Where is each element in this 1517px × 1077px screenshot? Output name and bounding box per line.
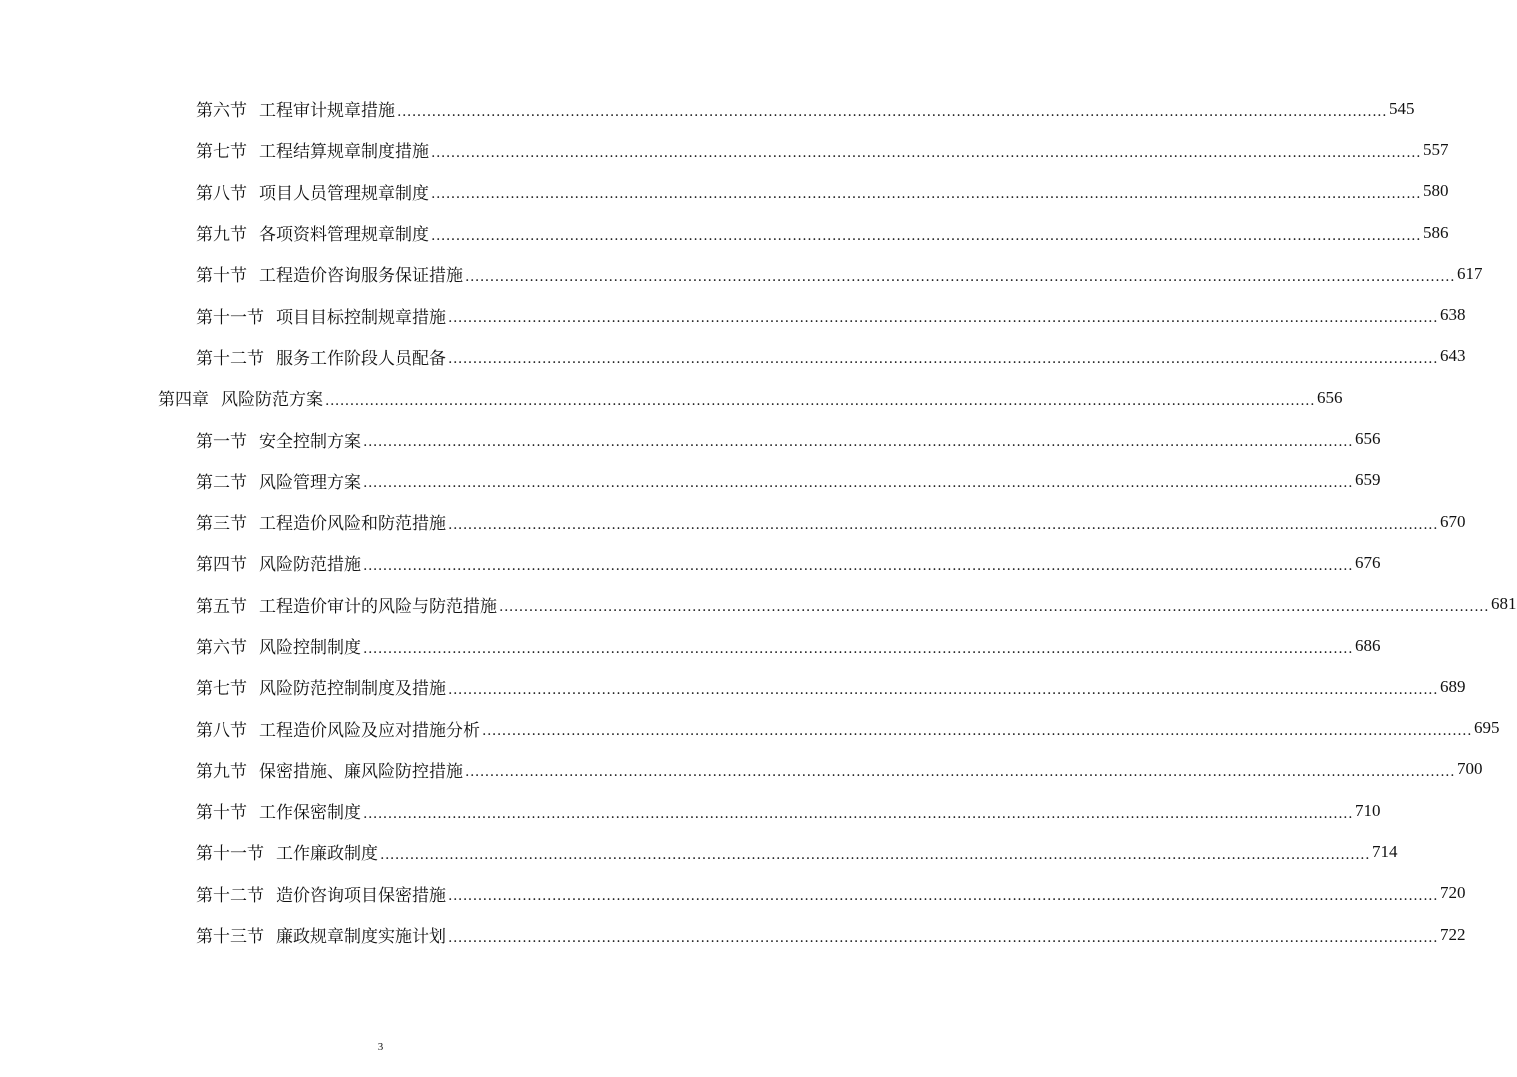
toc-dot-leader: ........................................................................................................................................................................................................ — [465, 764, 1456, 781]
table-of-contents — [0, 88, 1517, 955]
toc-section-entry[interactable] — [196, 418, 1381, 459]
toc-entry-number: 第十二节 — [196, 885, 264, 906]
toc-entry-number: 第十三节 — [196, 927, 264, 948]
toc-dot-leader: ........................................................................................................................................................................................................ — [431, 144, 1422, 161]
toc-entry-page: 722 — [1440, 924, 1466, 944]
toc-entry-title: 工作廉政制度 — [276, 844, 378, 865]
toc-entry-title: 工程审计规章措施 — [259, 101, 395, 122]
toc-entry-number: 第四节 — [196, 555, 247, 576]
toc-entry-title: 各项资料管理规章制度 — [259, 225, 429, 246]
toc-dot-leader: ........................................................................................................................................................................................................ — [363, 557, 1354, 574]
toc-entry-page: 714 — [1372, 841, 1398, 861]
toc-section-entry[interactable] — [196, 171, 1449, 212]
toc-entry-page: 686 — [1355, 635, 1381, 655]
toc-entry-number: 第二节 — [196, 472, 247, 493]
toc-entry-title: 工程结算规章制度措施 — [259, 142, 429, 163]
toc-dot-leader: ........................................................................................................................................................................................................ — [448, 516, 1439, 533]
toc-entry-number: 第十一节 — [196, 307, 264, 328]
toc-entry-page: 689 — [1440, 676, 1466, 696]
toc-section-entry[interactable] — [196, 212, 1449, 253]
toc-entry-title: 工程造价风险和防范措施 — [259, 514, 446, 535]
toc-entry-title: 风险防范控制制度及措施 — [259, 679, 446, 700]
toc-entry-number: 第七节 — [196, 142, 247, 163]
toc-entry-page: 638 — [1440, 305, 1466, 325]
toc-entry-title: 保密措施、廉风险防控措施 — [259, 761, 463, 782]
toc-section-entry[interactable] — [196, 749, 1483, 790]
toc-section-entry[interactable] — [196, 542, 1381, 583]
toc-section-entry[interactable] — [196, 253, 1483, 294]
toc-dot-leader: ........................................................................................................................................................................................................ — [431, 186, 1422, 203]
toc-entry-page: 586 — [1423, 222, 1449, 242]
toc-entry-number: 第三节 — [196, 514, 247, 535]
toc-section-entry[interactable] — [196, 873, 1466, 914]
toc-entry-number: 第七节 — [196, 679, 247, 700]
toc-section-entry[interactable] — [196, 88, 1415, 129]
toc-entry-number: 第六节 — [196, 638, 247, 658]
toc-section-entry[interactable] — [196, 625, 1381, 666]
toc-entry-number: 第八节 — [196, 720, 247, 741]
toc-dot-leader: ........................................................................................................................................................................................................ — [380, 846, 1371, 863]
toc-dot-leader: ........................................................................................................................................................................................................ — [499, 599, 1490, 616]
toc-entry-number: 第一节 — [196, 431, 247, 452]
toc-entry-title: 廉政规章制度实施计划 — [276, 927, 446, 948]
toc-entry-title: 服务工作阶段人员配备 — [276, 348, 446, 369]
toc-dot-leader: ........................................................................................................................................................................................................ — [363, 805, 1354, 822]
toc-entry-title: 工作保密制度 — [259, 803, 361, 824]
toc-dot-leader: ........................................................................................................................................................................................................ — [482, 723, 1473, 740]
toc-entry-number: 第八节 — [196, 183, 247, 204]
toc-entry-page: 557 — [1423, 139, 1449, 159]
toc-dot-leader: ........................................................................................................................................................................................................ — [448, 351, 1439, 368]
toc-section-entry[interactable] — [196, 460, 1381, 501]
toc-entry-page: 710 — [1355, 800, 1381, 820]
toc-entry-page: 670 — [1440, 511, 1466, 531]
toc-dot-leader: ........................................................................................................................................................................................................ — [448, 681, 1439, 698]
toc-entry-number: 第九节 — [196, 761, 247, 782]
toc-entry-number: 第十节 — [196, 803, 247, 824]
toc-entry-title: 项目人员管理规章制度 — [259, 183, 429, 204]
toc-entry-title: 安全控制方案 — [259, 431, 361, 452]
toc-dot-leader: ........................................................................................................................................................................................................ — [465, 268, 1456, 285]
toc-entry-number: 第十二节 — [196, 348, 264, 369]
toc-entry-title: 项目目标控制规章措施 — [276, 307, 446, 328]
toc-entry-title: 工程造价风险及应对措施分析 — [259, 720, 480, 741]
toc-section-entry[interactable] — [196, 914, 1466, 955]
toc-dot-leader: ........................................................................................................................................................................................................ — [325, 392, 1316, 409]
toc-section-entry[interactable] — [196, 129, 1449, 170]
toc-entry-title: 风险管理方案 — [259, 472, 361, 493]
toc-entry-number: 第六节 — [196, 101, 247, 122]
toc-entry-number: 第十一节 — [196, 844, 264, 865]
toc-entry-page: 659 — [1355, 470, 1381, 490]
toc-entry-page: 695 — [1474, 718, 1500, 738]
toc-entry-title: 工程造价审计的风险与防范措施 — [259, 596, 497, 617]
toc-entry-title: 造价咨询项目保密措施 — [276, 885, 446, 906]
toc-section-entry[interactable] — [196, 831, 1398, 872]
toc-dot-leader: ........................................................................................................................................................................................................ — [448, 888, 1439, 905]
toc-section-entry[interactable] — [196, 707, 1500, 748]
toc-entry-number: 第四章 — [158, 390, 209, 411]
toc-section-entry[interactable] — [196, 584, 1517, 625]
toc-section-entry[interactable] — [196, 294, 1466, 335]
toc-dot-leader: ........................................................................................................................................................................................................ — [363, 475, 1354, 492]
toc-entry-title: 风险控制制度 — [259, 638, 361, 658]
toc-entry-page: 656 — [1355, 429, 1381, 449]
toc-entry-page: 681 — [1491, 594, 1517, 614]
toc-entry-page: 700 — [1457, 759, 1483, 779]
toc-entry-title: 风险防范措施 — [259, 555, 361, 576]
toc-entry-page: 720 — [1440, 883, 1466, 903]
toc-entry-number: 第五节 — [196, 596, 247, 617]
toc-chapter-entry[interactable] — [158, 377, 1343, 418]
toc-entry-page: 643 — [1440, 346, 1466, 366]
toc-entry-page: 656 — [1317, 387, 1343, 407]
toc-entry-number: 第十节 — [196, 266, 247, 287]
toc-entry-title: 工程造价咨询服务保证措施 — [259, 266, 463, 287]
toc-dot-leader: ........................................................................................................................................................................................................ — [363, 434, 1354, 451]
toc-entry-page: 580 — [1423, 181, 1449, 201]
toc-dot-leader: ........................................................................................................................................................................................................ — [448, 929, 1439, 946]
toc-entry-page: 617 — [1457, 263, 1483, 283]
toc-dot-leader: ........................................................................................................................................................................................................ — [363, 640, 1354, 657]
page-number: 3 — [377, 1041, 384, 1053]
toc-entry-number: 第九节 — [196, 225, 247, 246]
toc-section-entry[interactable] — [196, 790, 1381, 831]
toc-section-entry[interactable] — [196, 666, 1466, 707]
toc-entry-page: 676 — [1355, 552, 1381, 572]
toc-section-entry[interactable] — [196, 501, 1466, 542]
toc-section-entry[interactable] — [196, 336, 1466, 377]
toc-dot-leader: ........................................................................................................................................................................................................ — [397, 103, 1388, 120]
toc-dot-leader: ........................................................................................................................................................................................................ — [431, 227, 1422, 244]
toc-entry-page: 545 — [1389, 98, 1415, 118]
toc-dot-leader: ........................................................................................................................................................................................................ — [448, 310, 1439, 327]
toc-entry-title: 风险防范方案 — [221, 390, 323, 411]
